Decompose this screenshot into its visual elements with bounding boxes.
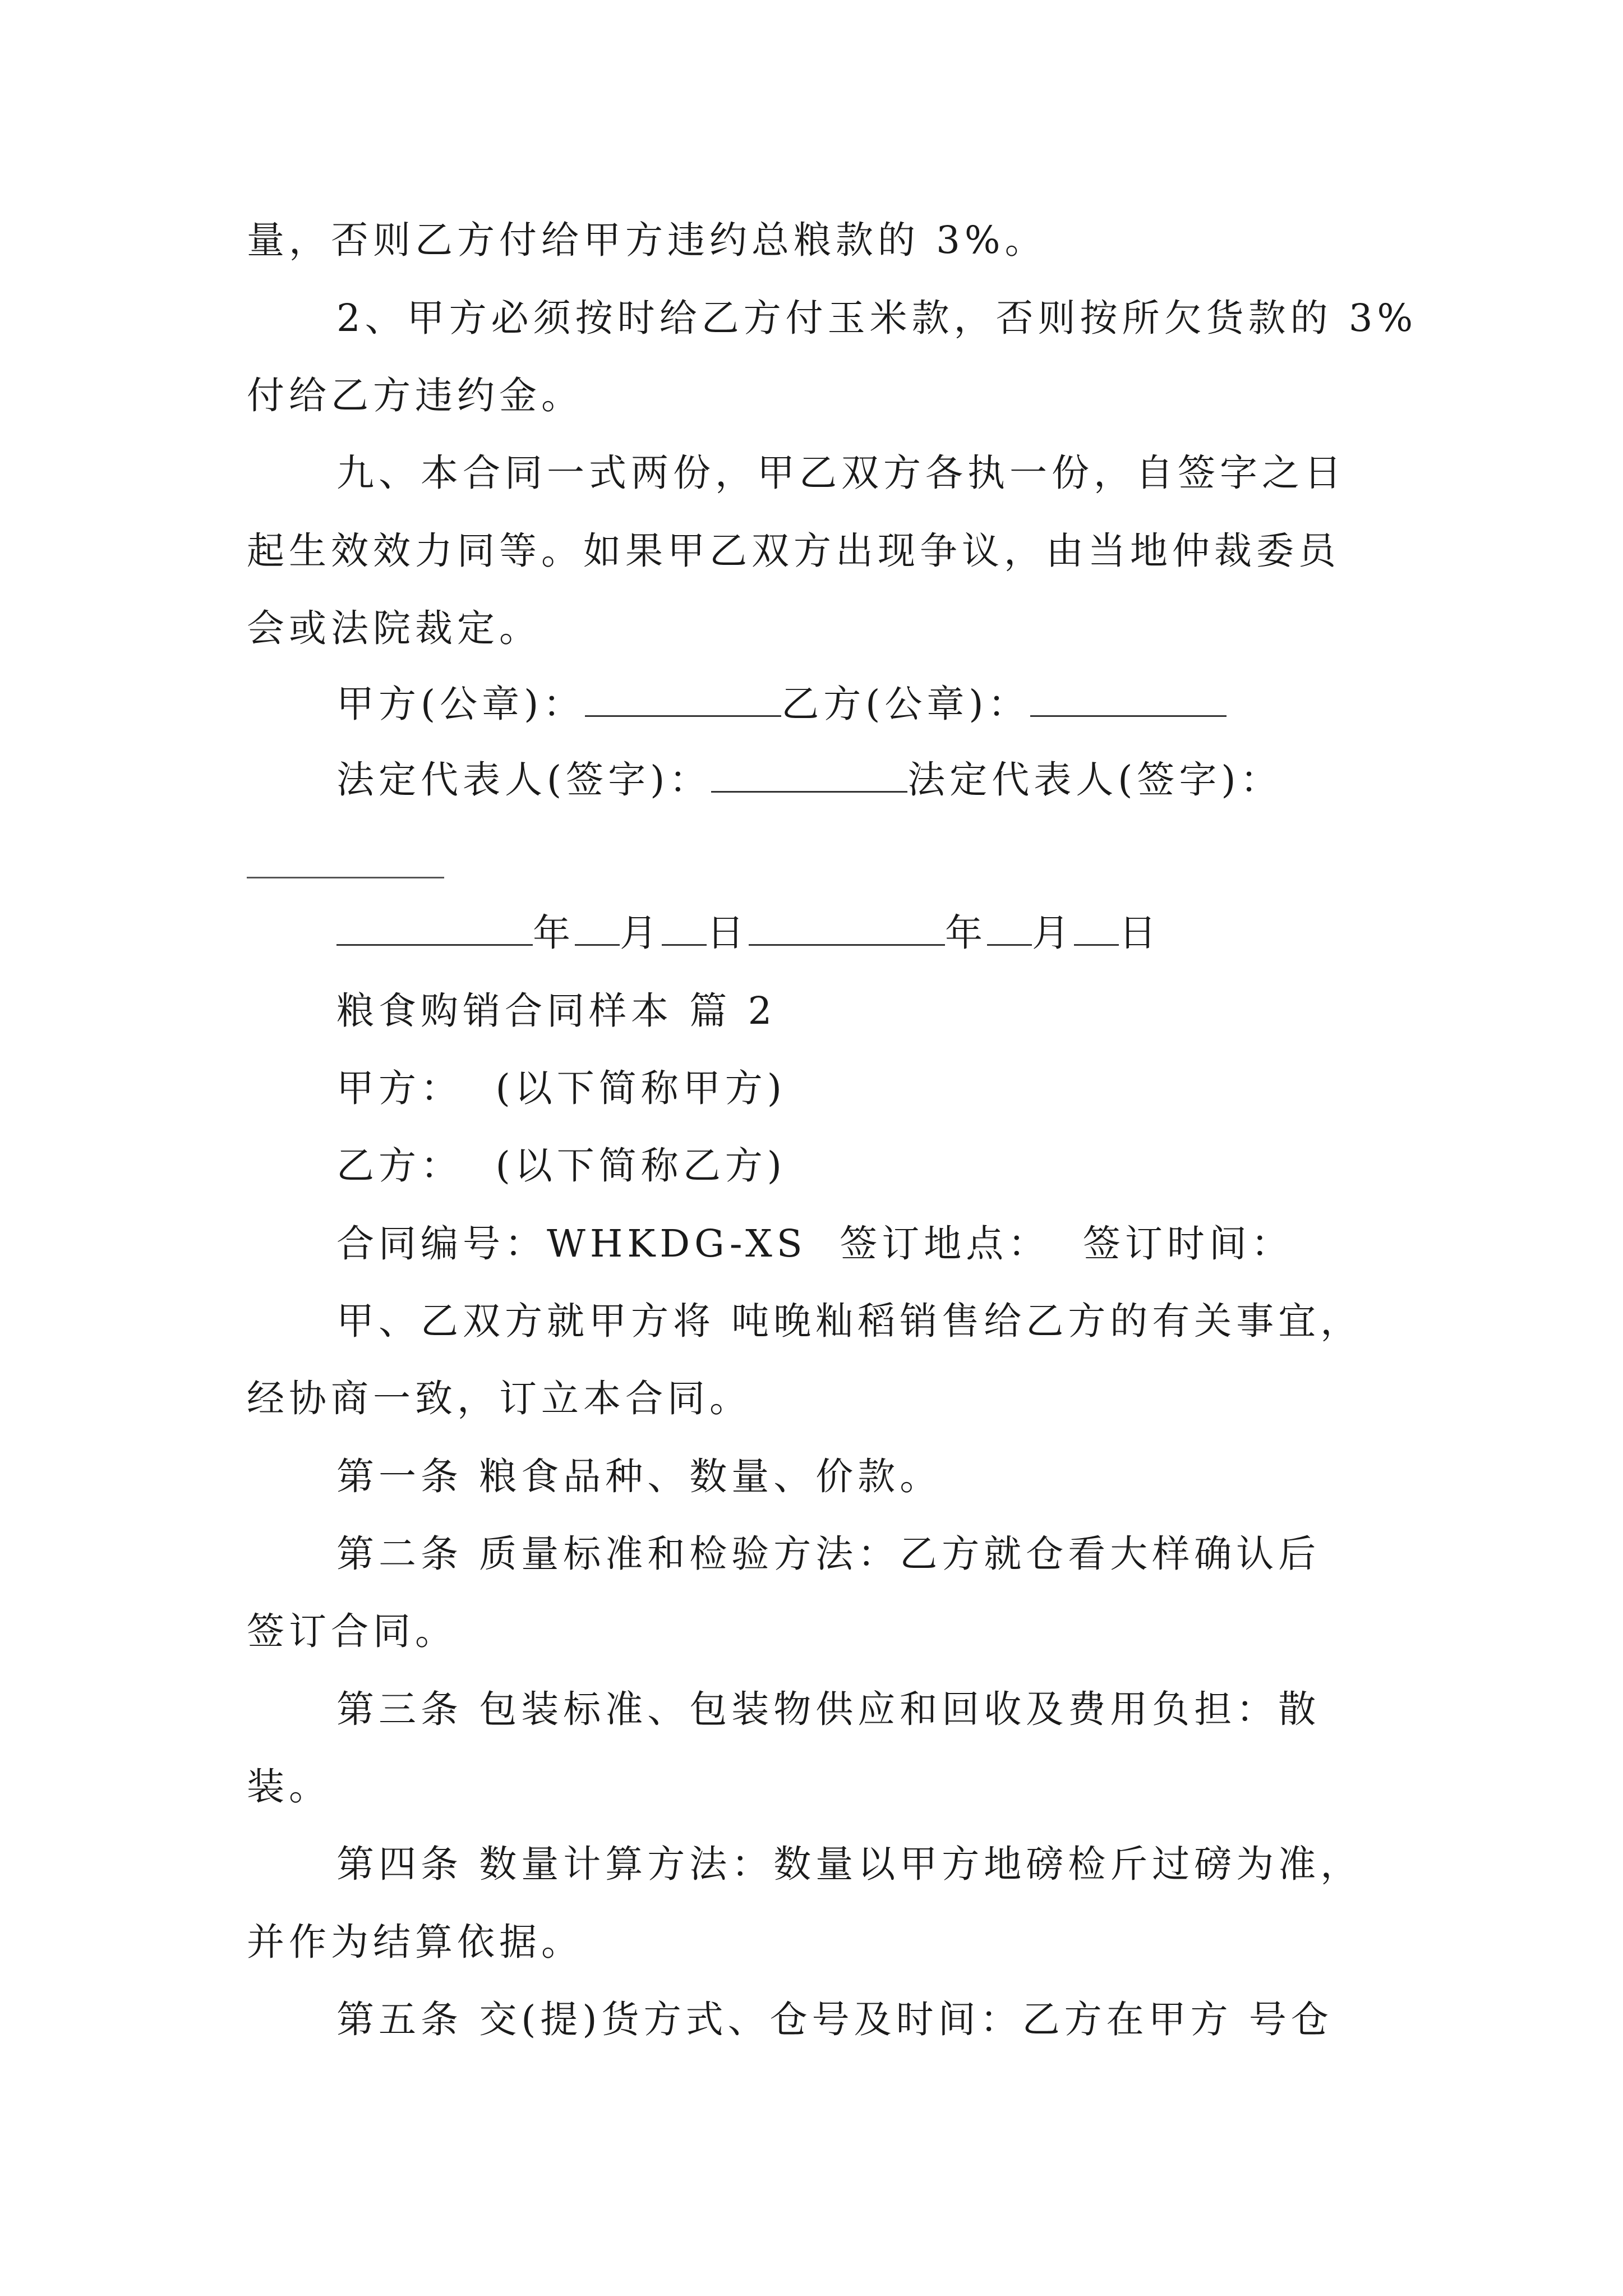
party-a-seal-blank xyxy=(585,684,781,717)
month-a-label: 月 xyxy=(620,911,662,955)
clause-5: 第五条 交(提)货方式、仓号及时间：乙方在甲方 号仓 xyxy=(336,1998,1333,2041)
month-b-label: 月 xyxy=(1032,911,1074,955)
clause-1: 第一条 粮食品种、数量、价款。 xyxy=(336,1455,942,1498)
year-a-blank xyxy=(336,913,533,946)
day-a-blank xyxy=(662,913,707,946)
rep-a-blank xyxy=(711,760,907,793)
clause-3-cont: 装。 xyxy=(247,1765,331,1809)
rep-b-signature-blank xyxy=(247,877,444,878)
paragraph-line: 量，否则乙方付给甲方违约总粮款的 3%。 xyxy=(247,218,1047,262)
day-b-blank xyxy=(1074,913,1119,946)
clause-4: 第四条 数量计算方法：数量以甲方地磅检斤过磅为准， xyxy=(336,1842,1363,1886)
contract-number-line: 合同编号：WHKDG-XS 签订地点： 签订时间： xyxy=(336,1222,1293,1266)
month-b-blank xyxy=(987,913,1032,946)
seal-line xyxy=(336,682,1227,726)
section-title: 粮食购销合同样本 篇 2 xyxy=(336,989,777,1033)
year-b-label: 年 xyxy=(945,911,987,955)
paragraph-line: 经协商一致，订立本合同。 xyxy=(247,1377,751,1420)
date-line xyxy=(336,910,1161,955)
clause-2: 第二条 质量标准和检验方法：乙方就仓看大样确认后 xyxy=(336,1532,1321,1576)
paragraph-line: 甲、乙双方就甲方将 吨晚籼稻销售给乙方的有关事宜， xyxy=(336,1299,1363,1343)
party-a-line: 甲方： (以下简称甲方) xyxy=(336,1066,786,1110)
clause-3: 第三条 包装标准、包装物供应和回收及费用负担：散 xyxy=(336,1687,1321,1731)
year-a-label: 年 xyxy=(533,911,575,955)
month-a-blank xyxy=(575,913,620,946)
representative-line xyxy=(336,757,1283,802)
paragraph-line: 会或法院裁定。 xyxy=(247,606,541,650)
party-b-seal-label: 乙方(公章)： xyxy=(781,682,1030,726)
day-b-label: 日 xyxy=(1119,911,1161,955)
day-a-label: 日 xyxy=(707,911,749,955)
rep-b-label: 法定代表人(签字)： xyxy=(907,758,1283,802)
year-b-blank xyxy=(749,913,945,946)
party-a-seal-label: 甲方(公章)： xyxy=(336,682,585,726)
clause-2-cont: 签订合同。 xyxy=(247,1609,457,1653)
paragraph-line: 2、甲方必须按时给乙方付玉米款，否则按所欠货款的 3% xyxy=(336,296,1418,340)
party-b-line: 乙方： (以下简称乙方) xyxy=(336,1144,786,1188)
paragraph-line: 付给乙方违约金。 xyxy=(247,374,583,417)
paragraph-line: 九、本合同一式两份，甲乙双方各执一份，自签字之日 xyxy=(336,451,1346,495)
rep-a-label: 法定代表人(签字)： xyxy=(336,758,712,802)
clause-4-cont: 并作为结算依据。 xyxy=(247,1920,583,1964)
paragraph-line: 起生效效力同等。如果甲乙双方出现争议，由当地仲裁委员 xyxy=(247,529,1340,573)
party-b-seal-blank xyxy=(1030,684,1227,717)
